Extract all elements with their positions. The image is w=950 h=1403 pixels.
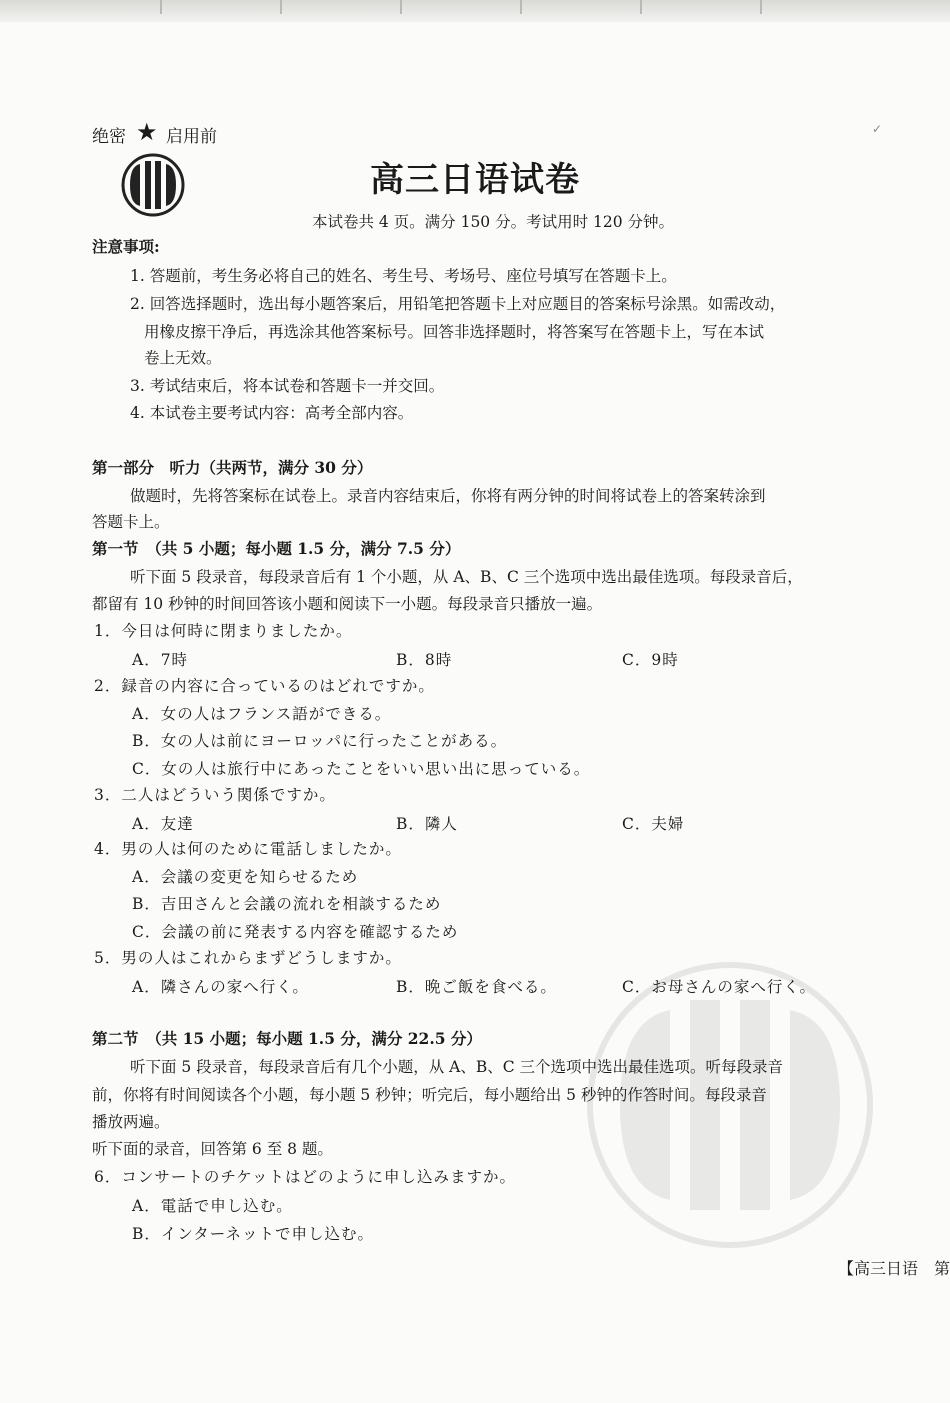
question-stem: 6．コンサートのチケットはどのように申し込みますか。 <box>94 1168 516 1186</box>
section2-intro: 听下面 5 段录音，每段录音后有几个小题，从 A、B、C 三个选项中选出最佳选项。听每段录音 <box>130 1058 784 1076</box>
question-option: B．インターネットで申し込む。 <box>132 1225 374 1243</box>
page-title: 高三日语试卷 <box>370 160 580 200</box>
question-option: B．8時 <box>396 651 453 669</box>
question-option: C．夫婦 <box>622 815 685 833</box>
part1-intro: 做题时，先将答案标在试卷上。录音内容结束后，你将有两分钟的时间将试卷上的答案转涂到 <box>130 487 766 505</box>
notes-item: 用橡皮擦干净后，再选涂其他答案标号。回答非选择题时，将答案写在答题卡上，写在本试 <box>144 323 765 341</box>
question-stem: 5．男の人はこれからまずどうしますか。 <box>94 949 402 967</box>
part1-heading: 第一部分 听力（共两节，满分 30 分） <box>92 458 373 477</box>
notes-item: 2. 回答选择题时，选出每小题答案后，用铅笔把答题卡上对应题目的答案标号涂黑。如需改动， <box>130 295 786 313</box>
question-option: A．会議の変更を知らせるため <box>132 868 359 886</box>
section2-prompt: 听下面的录音，回答第 6 至 8 题。 <box>92 1140 333 1158</box>
question-option: A．電話で申し込む。 <box>132 1197 293 1215</box>
question-option: B．隣人 <box>396 815 458 833</box>
section2-intro: 前，你将有时间阅读各个小题，每小题 5 秒钟；听完后，每小题给出 5 秒钟的作答时间。每段录音 <box>92 1086 767 1104</box>
section2-heading: 第二节 （共 15 小题；每小题 1.5 分，满分 22.5 分） <box>92 1029 482 1048</box>
section2-intro: 播放两遍。 <box>92 1113 170 1131</box>
question-option: A．隣さんの家へ行く。 <box>132 978 309 996</box>
notes-item: 4. 本试卷主要考试内容：高考全部内容。 <box>130 404 414 422</box>
question-stem: 4．男の人は何のために電話しましたか。 <box>94 840 402 858</box>
part1-intro: 答题卡上。 <box>92 513 170 531</box>
notes-item: 1. 答题前，考生务必将自己的姓名、考生号、考场号、座位号填写在答题卡上。 <box>130 267 677 285</box>
scan-top-edge <box>0 0 950 22</box>
question-option: C．会議の前に発表する内容を確認するため <box>132 923 459 941</box>
question-option: B．吉田さんと会議の流れを相談するため <box>132 895 442 913</box>
question-option: A．女の人はフランス語ができる。 <box>132 705 392 723</box>
page-footer: 【高三日语 第 <box>837 1259 950 1278</box>
question-option: B．女の人は前にヨーロッパに行ったことがある。 <box>132 732 508 750</box>
secret-status: 启用前 <box>166 127 217 147</box>
exam-info: 本试卷共 4 页。满分 150 分。考试用时 120 分钟。 <box>311 213 675 231</box>
question-option: A．7時 <box>132 651 189 669</box>
question-option: C．9時 <box>622 651 679 669</box>
section1-heading: 第一节 （共 5 小题；每小题 1.5 分，满分 7.5 分） <box>92 539 461 558</box>
star-icon: ★ <box>136 118 158 146</box>
notes-item: 卷上无效。 <box>144 349 222 367</box>
question-option: B．晩ご飯を食べる。 <box>396 978 557 996</box>
question-stem: 2．録音の内容に合っているのはどれですか。 <box>94 677 435 695</box>
question-stem: 3．二人はどういう関係ですか。 <box>94 786 336 804</box>
question-stem: 1．今日は何時に閉まりましたか。 <box>94 622 353 640</box>
question-option: A．友達 <box>132 815 194 833</box>
question-option: C．お母さんの家へ行く。 <box>622 978 817 996</box>
question-option: C．女の人は旅行中にあったことをいい思い出に思っている。 <box>132 760 591 778</box>
check-mark-icon: ✓ <box>872 122 883 136</box>
section1-intro: 都留有 10 秒钟的时间回答该小题和阅读下一小题。每段录音只播放一遍。 <box>92 595 603 613</box>
secret-label: 绝密 <box>92 127 126 147</box>
notes-item: 3. 考试结束后，将本试卷和答题卡一并交回。 <box>130 377 445 395</box>
notes-heading: 注意事项: <box>92 237 160 256</box>
section1-intro: 听下面 5 段录音，每段录音后有 1 个小题，从 A、B、C 三个选项中选出最佳选项。每段录音后， <box>130 568 803 586</box>
